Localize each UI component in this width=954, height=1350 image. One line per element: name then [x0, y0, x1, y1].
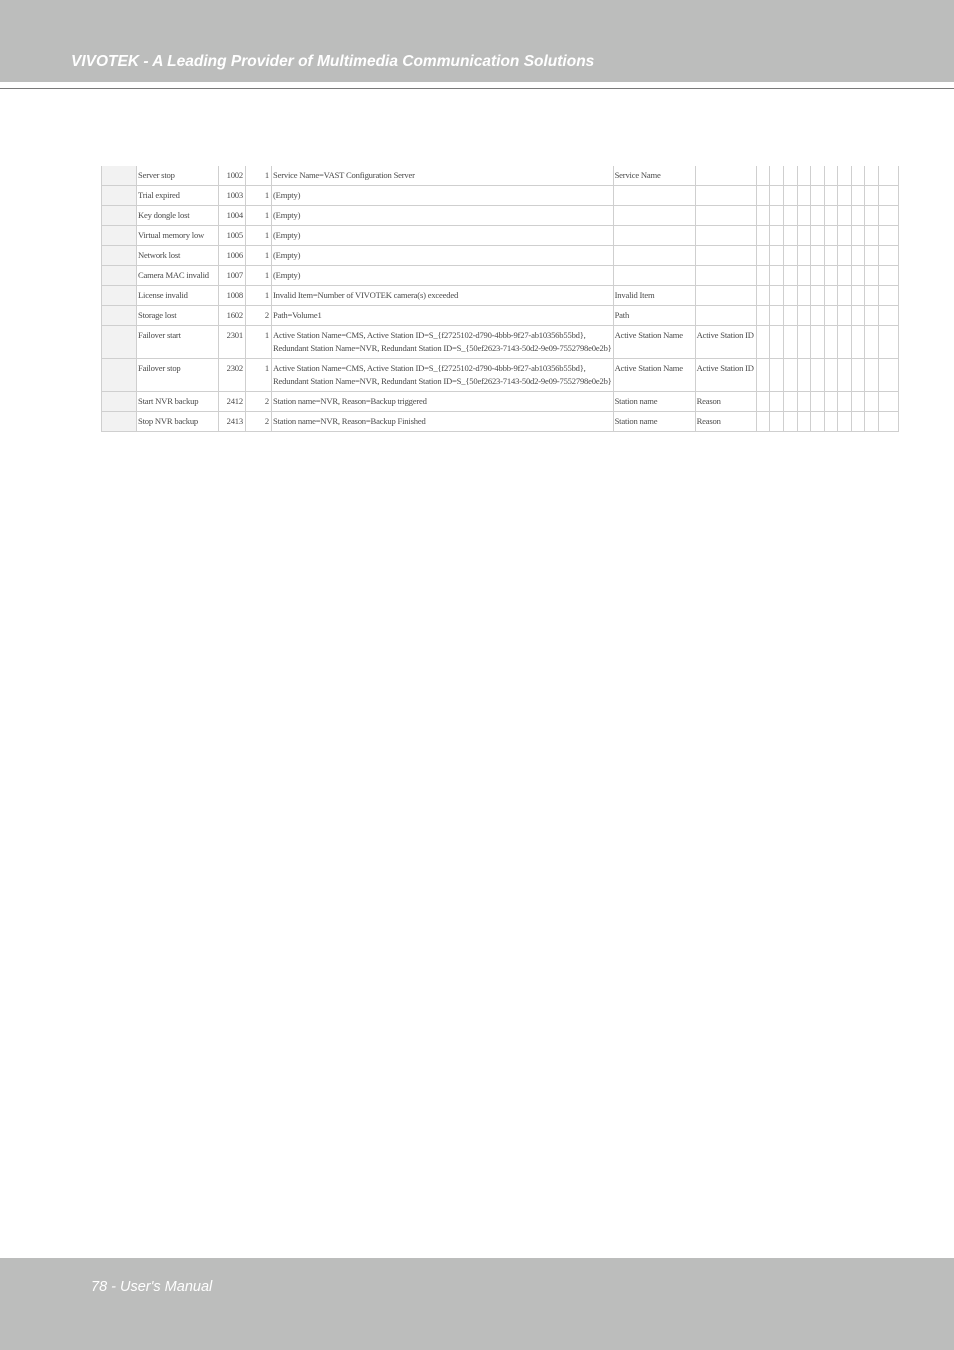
event-name-cell: Key dongle lost: [137, 206, 219, 226]
param1-cell: [613, 266, 695, 286]
empty-cell: [783, 266, 797, 286]
param2-cell: [695, 266, 756, 286]
event-level-cell: 1: [246, 266, 272, 286]
empty-cell: [797, 359, 810, 392]
empty-cell: [878, 306, 898, 326]
param2-cell: Active Station ID: [695, 359, 756, 392]
event-id-cell: 2302: [219, 359, 246, 392]
event-table: [101, 166, 899, 432]
table-row: [102, 359, 899, 392]
param2-cell: [695, 206, 756, 226]
event-message-line: Station name=NVR, Reason=Backup Finished: [273, 416, 426, 426]
event-message-cell: [272, 412, 614, 432]
empty-cell: [837, 412, 851, 432]
event-name-cell: Camera MAC invalid: [137, 266, 219, 286]
empty-cell: [769, 186, 783, 206]
empty-cell: [756, 359, 769, 392]
empty-cell: [783, 246, 797, 266]
empty-cell: [783, 359, 797, 392]
event-level-cell: 1: [246, 326, 272, 359]
empty-cell: [851, 226, 864, 246]
empty-cell: [810, 206, 824, 226]
event-message-line: (Empty): [273, 230, 301, 240]
empty-cell: [810, 412, 824, 432]
event-id-cell: 1007: [219, 266, 246, 286]
event-name-cell: Network lost: [137, 246, 219, 266]
empty-cell: [810, 326, 824, 359]
table-row: [102, 266, 899, 286]
empty-cell: [797, 286, 810, 306]
empty-cell: [783, 326, 797, 359]
empty-cell: [837, 306, 851, 326]
empty-cell: [864, 266, 878, 286]
empty-cell: [851, 286, 864, 306]
event-name-cell: Stop NVR backup: [137, 412, 219, 432]
event-message-cell: [272, 266, 614, 286]
empty-cell: [824, 206, 837, 226]
empty-cell: [783, 166, 797, 186]
row-margin-cell: [102, 266, 137, 286]
empty-cell: [810, 359, 824, 392]
table-row: [102, 166, 899, 186]
empty-cell: [864, 286, 878, 306]
param1-cell: Active Station Name: [613, 359, 695, 392]
empty-cell: [837, 206, 851, 226]
empty-cell: [783, 306, 797, 326]
empty-cell: [783, 286, 797, 306]
param1-cell: Station name: [613, 392, 695, 412]
empty-cell: [851, 206, 864, 226]
row-margin-cell: [102, 326, 137, 359]
row-margin-cell: [102, 206, 137, 226]
event-message-line: (Empty): [273, 210, 301, 220]
event-id-cell: 2413: [219, 412, 246, 432]
event-message-cell: [272, 326, 614, 359]
param1-cell: [613, 226, 695, 246]
event-message-cell: [272, 359, 614, 392]
empty-cell: [837, 186, 851, 206]
page-footer-label: 78 - User's Manual: [91, 1279, 213, 1295]
event-table-body: [102, 166, 899, 432]
event-id-cell: 1008: [219, 286, 246, 306]
param1-cell: Invalid Item: [613, 286, 695, 306]
empty-cell: [824, 359, 837, 392]
event-message-line: Invalid Item=Number of VIVOTEK camera(s) exceeded: [273, 290, 459, 300]
empty-cell: [783, 226, 797, 246]
empty-cell: [783, 412, 797, 432]
empty-cell: [837, 246, 851, 266]
empty-cell: [851, 392, 864, 412]
empty-cell: [864, 392, 878, 412]
empty-cell: [864, 166, 878, 186]
empty-cell: [878, 286, 898, 306]
empty-cell: [878, 412, 898, 432]
empty-cell: [756, 306, 769, 326]
empty-cell: [878, 359, 898, 392]
empty-cell: [864, 412, 878, 432]
empty-cell: [864, 246, 878, 266]
event-id-cell: 1003: [219, 186, 246, 206]
empty-cell: [824, 246, 837, 266]
event-level-cell: 1: [246, 186, 272, 206]
event-name-cell: License invalid: [137, 286, 219, 306]
event-message-line: Active Station Name=CMS, Active Station ID=S_{f2725102-d790-4bbb-9f27-ab10356b55bd},: [273, 363, 586, 373]
event-name-cell: Failover stop: [137, 359, 219, 392]
event-level-cell: 2: [246, 306, 272, 326]
empty-cell: [797, 166, 810, 186]
event-message-line: (Empty): [273, 250, 301, 260]
event-message-line: (Empty): [273, 270, 301, 280]
row-margin-cell: [102, 226, 137, 246]
param2-cell: [695, 306, 756, 326]
event-level-cell: 1: [246, 286, 272, 306]
empty-cell: [797, 206, 810, 226]
row-margin-cell: [102, 306, 137, 326]
param2-cell: [695, 246, 756, 266]
empty-cell: [864, 326, 878, 359]
row-margin-cell: [102, 392, 137, 412]
empty-cell: [851, 306, 864, 326]
empty-cell: [851, 412, 864, 432]
empty-cell: [878, 226, 898, 246]
event-level-cell: 2: [246, 412, 272, 432]
empty-cell: [810, 392, 824, 412]
event-id-cell: 1005: [219, 226, 246, 246]
row-margin-cell: [102, 286, 137, 306]
empty-cell: [837, 166, 851, 186]
event-level-cell: 2: [246, 392, 272, 412]
table-row: [102, 326, 899, 359]
event-id-cell: 1004: [219, 206, 246, 226]
empty-cell: [824, 326, 837, 359]
table-row: [102, 412, 899, 432]
empty-cell: [878, 326, 898, 359]
page-header-title: VIVOTEK - A Leading Provider of Multimedia Communication Solutions: [71, 53, 595, 70]
empty-cell: [769, 286, 783, 306]
empty-cell: [756, 286, 769, 306]
empty-cell: [864, 359, 878, 392]
event-id-cell: 1006: [219, 246, 246, 266]
empty-cell: [878, 206, 898, 226]
empty-cell: [824, 412, 837, 432]
empty-cell: [878, 186, 898, 206]
event-level-cell: 1: [246, 166, 272, 186]
row-margin-cell: [102, 166, 137, 186]
row-margin-cell: [102, 359, 137, 392]
event-message-line: Active Station Name=CMS, Active Station ID=S_{f2725102-d790-4bbb-9f27-ab10356b55bd},: [273, 330, 586, 340]
empty-cell: [837, 266, 851, 286]
empty-cell: [769, 412, 783, 432]
row-margin-cell: [102, 186, 137, 206]
empty-cell: [797, 246, 810, 266]
empty-cell: [797, 412, 810, 432]
event-message-line: Path=Volume1: [273, 310, 322, 320]
empty-cell: [797, 392, 810, 412]
empty-cell: [769, 359, 783, 392]
empty-cell: [756, 166, 769, 186]
event-name-cell: Server stop: [137, 166, 219, 186]
empty-cell: [878, 166, 898, 186]
empty-cell: [837, 326, 851, 359]
param2-cell: Reason: [695, 392, 756, 412]
empty-cell: [864, 226, 878, 246]
empty-cell: [756, 266, 769, 286]
empty-cell: [756, 206, 769, 226]
empty-cell: [810, 226, 824, 246]
empty-cell: [797, 266, 810, 286]
event-name-cell: Virtual memory low: [137, 226, 219, 246]
event-name-cell: Trial expired: [137, 186, 219, 206]
param2-cell: Active Station ID: [695, 326, 756, 359]
table-row: [102, 392, 899, 412]
empty-cell: [851, 186, 864, 206]
event-message-cell: [272, 226, 614, 246]
event-level-cell: 1: [246, 226, 272, 246]
param1-cell: [613, 186, 695, 206]
event-id-cell: 1602: [219, 306, 246, 326]
param2-cell: [695, 186, 756, 206]
param1-cell: Path: [613, 306, 695, 326]
empty-cell: [756, 246, 769, 266]
empty-cell: [769, 166, 783, 186]
event-message-cell: [272, 166, 614, 186]
event-message-cell: [272, 286, 614, 306]
event-message-cell: [272, 392, 614, 412]
empty-cell: [769, 392, 783, 412]
empty-cell: [810, 286, 824, 306]
empty-cell: [824, 166, 837, 186]
table-row: [102, 206, 899, 226]
empty-cell: [769, 246, 783, 266]
empty-cell: [837, 226, 851, 246]
table-row: [102, 286, 899, 306]
table-row: [102, 246, 899, 266]
empty-cell: [878, 266, 898, 286]
param1-cell: Service Name: [613, 166, 695, 186]
empty-cell: [769, 206, 783, 226]
event-level-cell: 1: [246, 206, 272, 226]
param2-cell: [695, 286, 756, 306]
event-id-cell: 2301: [219, 326, 246, 359]
empty-cell: [769, 306, 783, 326]
event-message-line: Service Name=VAST Configuration Server: [273, 170, 415, 180]
param2-cell: [695, 166, 756, 186]
table-row: [102, 226, 899, 246]
table-row: [102, 186, 899, 206]
event-message-line: (Empty): [273, 190, 301, 200]
event-message-line: Redundant Station Name=NVR, Redundant Station ID=S_{50ef2623-7143-50d2-9e09-7552798e0e2b}: [273, 376, 612, 386]
empty-cell: [810, 186, 824, 206]
event-message-cell: [272, 306, 614, 326]
empty-cell: [824, 392, 837, 412]
empty-cell: [851, 246, 864, 266]
table-row: [102, 306, 899, 326]
empty-cell: [851, 266, 864, 286]
empty-cell: [837, 392, 851, 412]
empty-cell: [837, 359, 851, 392]
empty-cell: [756, 326, 769, 359]
empty-cell: [878, 246, 898, 266]
empty-cell: [837, 286, 851, 306]
empty-cell: [864, 186, 878, 206]
event-id-cell: 1002: [219, 166, 246, 186]
empty-cell: [824, 186, 837, 206]
event-message-line: Station name=NVR, Reason=Backup triggered: [273, 396, 427, 406]
empty-cell: [810, 266, 824, 286]
param1-cell: Active Station Name: [613, 326, 695, 359]
empty-cell: [851, 326, 864, 359]
row-margin-cell: [102, 246, 137, 266]
empty-cell: [783, 206, 797, 226]
empty-cell: [797, 306, 810, 326]
event-message-cell: [272, 246, 614, 266]
footer-bar: [0, 1258, 954, 1350]
empty-cell: [756, 186, 769, 206]
row-margin-cell: [102, 412, 137, 432]
empty-cell: [824, 306, 837, 326]
event-name-cell: Storage lost: [137, 306, 219, 326]
empty-cell: [864, 206, 878, 226]
empty-cell: [756, 412, 769, 432]
empty-cell: [769, 266, 783, 286]
empty-cell: [878, 392, 898, 412]
empty-cell: [810, 166, 824, 186]
param1-cell: [613, 206, 695, 226]
empty-cell: [824, 286, 837, 306]
event-name-cell: Start NVR backup: [137, 392, 219, 412]
empty-cell: [810, 306, 824, 326]
param2-cell: Reason: [695, 412, 756, 432]
empty-cell: [797, 186, 810, 206]
empty-cell: [783, 186, 797, 206]
empty-cell: [783, 392, 797, 412]
event-level-cell: 1: [246, 246, 272, 266]
header-divider: [0, 88, 954, 89]
event-message-cell: [272, 186, 614, 206]
empty-cell: [810, 246, 824, 266]
empty-cell: [769, 326, 783, 359]
empty-cell: [864, 306, 878, 326]
event-message-line: Redundant Station Name=NVR, Redundant Station ID=S_{50ef2623-7143-50d2-9e09-7552798e0e2b}: [273, 343, 612, 353]
empty-cell: [851, 166, 864, 186]
empty-cell: [824, 226, 837, 246]
event-message-cell: [272, 206, 614, 226]
empty-cell: [851, 359, 864, 392]
empty-cell: [769, 226, 783, 246]
event-id-cell: 2412: [219, 392, 246, 412]
param1-cell: [613, 246, 695, 266]
empty-cell: [824, 266, 837, 286]
empty-cell: [756, 226, 769, 246]
event-name-cell: Failover start: [137, 326, 219, 359]
param1-cell: Station name: [613, 412, 695, 432]
empty-cell: [797, 326, 810, 359]
empty-cell: [797, 226, 810, 246]
event-level-cell: 1: [246, 359, 272, 392]
empty-cell: [756, 392, 769, 412]
param2-cell: [695, 226, 756, 246]
